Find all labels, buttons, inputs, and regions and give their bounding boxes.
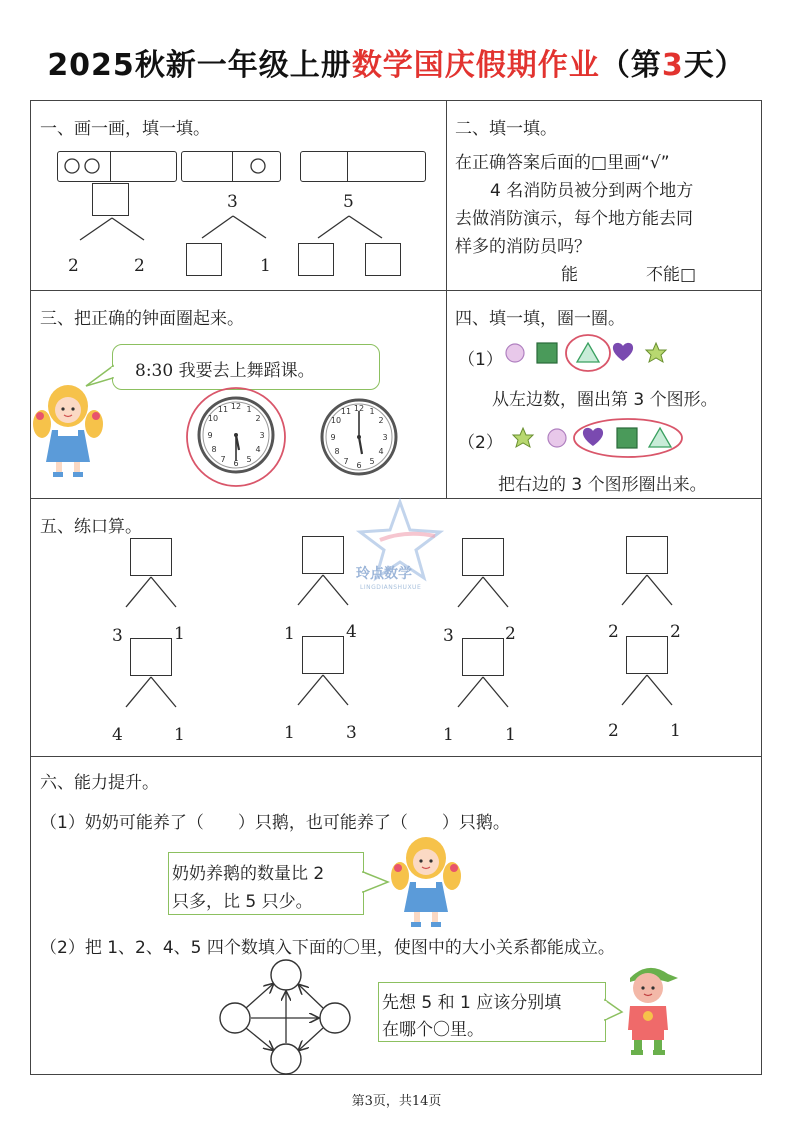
tree5b-left-number: 1 xyxy=(284,624,295,644)
watermark-subtext: LINGDIANSHUXUE xyxy=(360,584,422,591)
svg-text:11: 11 xyxy=(340,407,352,416)
section6-title: 六、能力提升。 xyxy=(40,773,159,793)
title-day-close: 天） xyxy=(683,48,746,83)
tree2-top-number: 3 xyxy=(227,192,238,212)
hint1-line2: 只多，比 5 只少。 xyxy=(172,892,313,912)
svg-text:1: 1 xyxy=(369,407,375,416)
hint2-line2: 在哪个〇里。 xyxy=(382,1020,484,1040)
title-subject: 数学国庆假期作业 xyxy=(351,48,600,83)
tree5h-right-number: 1 xyxy=(670,721,681,741)
svg-text:3: 3 xyxy=(259,431,265,440)
svg-text:9: 9 xyxy=(330,433,336,442)
title-day-open: （第 xyxy=(599,48,662,83)
section2-instruction: 在正确答案后面的□里画“√” xyxy=(455,153,670,173)
svg-text:5: 5 xyxy=(369,457,375,466)
tree5e-right-number: 1 xyxy=(174,725,185,745)
svg-text:8: 8 xyxy=(334,447,340,456)
svg-text:11: 11 xyxy=(217,405,229,414)
tree5f-right-number: 3 xyxy=(346,723,357,743)
section5-title: 五、练口算。 xyxy=(40,517,142,537)
option-yes-label: 能 xyxy=(561,265,578,285)
section4-q2-label: （2） xyxy=(458,433,503,453)
tree5c-left-number: 3 xyxy=(443,626,454,646)
tree5b-right-number: 4 xyxy=(346,622,357,642)
svg-text:2: 2 xyxy=(255,414,261,423)
option-no-label[interactable]: 不能□ xyxy=(646,265,697,285)
svg-text:7: 7 xyxy=(343,457,349,466)
section2-question-line2: 去做消防演示，每个地方能去同 xyxy=(455,209,693,229)
section2-question-line3: 样多的消防员吗？ xyxy=(455,237,591,257)
svg-text:2: 2 xyxy=(378,416,384,425)
svg-text:10: 10 xyxy=(330,416,342,425)
title-grade: 秋新一年级上册 xyxy=(134,48,352,83)
tree5e-left-number: 4 xyxy=(112,725,123,745)
svg-text:6: 6 xyxy=(356,461,362,470)
tree5g-right-number: 1 xyxy=(505,725,516,745)
boy-illustration xyxy=(612,960,684,1060)
tree5d-right-number: 2 xyxy=(670,622,681,642)
speech-text-dance: 8:30 我要去上舞蹈课。 xyxy=(135,361,315,381)
svg-text:8: 8 xyxy=(211,445,217,454)
title-day-number: 3 xyxy=(661,48,684,83)
section1-title: 一、画一画，填一填。 xyxy=(40,119,210,139)
svg-text:3: 3 xyxy=(382,433,388,442)
hint2-line1: 先想 5 和 1 应该分别填 xyxy=(382,993,562,1013)
svg-text:12: 12 xyxy=(353,404,365,413)
hint1-line1: 奶奶养鹅的数量比 2 xyxy=(172,864,325,884)
tree2-right-number: 1 xyxy=(260,256,271,276)
svg-text:4: 4 xyxy=(255,445,261,454)
svg-text:4: 4 xyxy=(378,447,384,456)
tree5h-left-number: 2 xyxy=(608,721,619,741)
title-year: 2025 xyxy=(47,48,135,83)
section6-q2: （2）把 1、2、4、5 四个数填入下面的〇里，使图中的大小关系都能成立。 xyxy=(40,938,615,958)
svg-text:12: 12 xyxy=(230,402,242,411)
page-number: 第3页，共14页 xyxy=(351,1094,442,1109)
svg-text:9: 9 xyxy=(207,431,213,440)
tree5a-right-number: 1 xyxy=(174,624,185,644)
tree5d-left-number: 2 xyxy=(608,622,619,642)
svg-text:5: 5 xyxy=(246,455,252,464)
section6-q1: （1）奶奶可能养了（ ）只鹅，也可能养了（ ）只鹅。 xyxy=(40,813,510,833)
section3-title: 三、把正确的钟面圈起来。 xyxy=(40,309,244,329)
svg-text:1: 1 xyxy=(246,405,252,414)
section4-q1-text: 从左边数，圈出第 3 个图形。 xyxy=(492,390,718,410)
tree1-right-number: 2 xyxy=(134,256,145,276)
section2-title: 二、填一填。 xyxy=(455,119,557,139)
section4-title: 四、填一填，圈一圈。 xyxy=(455,309,625,329)
tree3-top-number: 5 xyxy=(343,192,354,212)
tree5f-left-number: 1 xyxy=(284,723,295,743)
tree1-left-number: 2 xyxy=(68,256,79,276)
section2-question-line1: 4 名消防员被分到两个地方 xyxy=(490,181,694,201)
svg-text:7: 7 xyxy=(220,455,226,464)
tree5a-left-number: 3 xyxy=(112,626,123,646)
tree5g-left-number: 1 xyxy=(443,725,454,745)
svg-text:6: 6 xyxy=(233,459,239,468)
tree5c-right-number: 2 xyxy=(505,624,516,644)
svg-text:10: 10 xyxy=(207,414,219,423)
section4-q2-text: 把右边的 3 个图形圈出来。 xyxy=(498,475,707,495)
watermark-text: 玲点数学 xyxy=(356,566,412,582)
section4-q1-label: （1） xyxy=(458,350,503,370)
